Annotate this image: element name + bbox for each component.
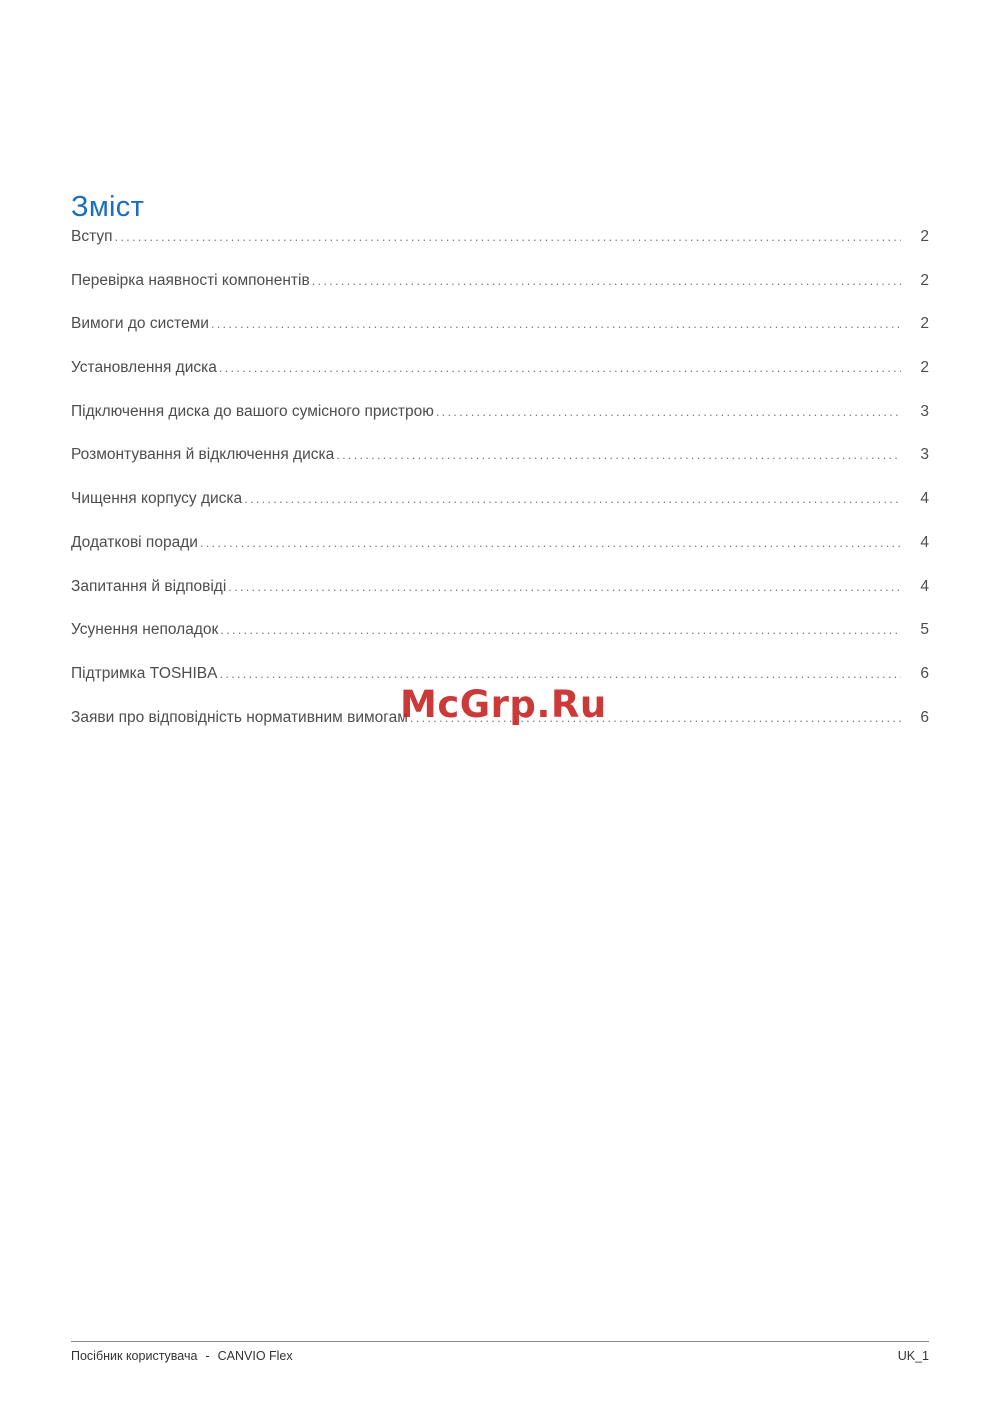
- toc-entry-page-number[interactable]: 3: [920, 402, 929, 420]
- toc-dot-leader: [200, 535, 901, 550]
- toc-dot-leader: [244, 491, 901, 506]
- toc-entry-page-number[interactable]: 2: [920, 271, 929, 289]
- toc-entry[interactable]: [71, 403, 929, 447]
- toc-entry[interactable]: [71, 446, 929, 490]
- toc-entry[interactable]: [71, 665, 929, 709]
- toc-entry[interactable]: [71, 359, 929, 403]
- toc-dot-leader: [219, 360, 901, 375]
- page-title: Зміст: [71, 191, 145, 224]
- toc-dot-leader: [220, 622, 901, 637]
- footer-document-info: [71, 1349, 293, 1363]
- footer-manual-title: Посібник користувача: [71, 1349, 198, 1363]
- toc-dot-leader: [219, 666, 901, 681]
- table-of-contents: [71, 228, 929, 752]
- footer-product-name: CANVIO Flex: [217, 1349, 293, 1363]
- toc-dot-leader: [410, 710, 901, 725]
- toc-dot-leader: [312, 273, 901, 288]
- toc-entry-label[interactable]: Установлення диска: [71, 359, 217, 377]
- toc-entry-page-number[interactable]: 2: [920, 315, 929, 333]
- footer-page-code: UK_1: [897, 1349, 929, 1363]
- toc-dot-leader: [436, 404, 901, 419]
- toc-dot-leader: [228, 579, 901, 594]
- toc-entry[interactable]: [71, 272, 929, 316]
- footer-divider: [71, 1341, 929, 1342]
- toc-entry-page-number[interactable]: 6: [920, 708, 929, 726]
- toc-entry-page-number[interactable]: 4: [920, 490, 929, 508]
- toc-entry-label[interactable]: Підключення диска до вашого сумісного пристрою: [71, 402, 434, 420]
- toc-entry[interactable]: [71, 578, 929, 622]
- toc-entry-label[interactable]: Усунення неполадок: [71, 621, 219, 639]
- toc-entry-label[interactable]: Заяви про відповідність нормативним вимогам: [71, 708, 408, 726]
- footer-separator: -: [205, 1349, 210, 1363]
- toc-entry[interactable]: [71, 228, 929, 272]
- toc-entry-label[interactable]: Додаткові поради: [71, 533, 198, 551]
- toc-entry[interactable]: [71, 621, 929, 665]
- toc-entry-label[interactable]: Чищення корпусу диска: [71, 490, 243, 508]
- toc-entry-page-number[interactable]: 2: [920, 228, 929, 245]
- toc-dot-leader: [211, 316, 901, 331]
- toc-entry-page-number[interactable]: 6: [920, 664, 929, 682]
- toc-entry[interactable]: [71, 534, 929, 578]
- toc-entry-label[interactable]: Запитання й відповіді: [71, 577, 227, 595]
- toc-entry-page-number[interactable]: 4: [920, 533, 929, 551]
- toc-entry-page-number[interactable]: 4: [920, 577, 929, 595]
- toc-dot-leader: [336, 447, 901, 462]
- toc-entry-label[interactable]: Вимоги до системи: [71, 315, 209, 333]
- toc-entry[interactable]: [71, 490, 929, 534]
- watermark-logo: McGrp.Ru: [400, 683, 607, 726]
- toc-entry[interactable]: [71, 315, 929, 359]
- toc-entry-label[interactable]: Підтримка TOSHIBA: [71, 664, 218, 682]
- toc-dot-leader: [115, 229, 901, 244]
- toc-entry-label[interactable]: Перевірка наявності компонентів: [71, 271, 310, 289]
- toc-entry-page-number[interactable]: 3: [920, 446, 929, 464]
- toc-entry-label[interactable]: Розмонтування й відключення диска: [71, 446, 335, 464]
- toc-entry-page-number[interactable]: 5: [920, 621, 929, 639]
- toc-entry-page-number[interactable]: 2: [920, 359, 929, 377]
- toc-entry[interactable]: [71, 709, 929, 753]
- toc-entry-label[interactable]: Вступ: [71, 228, 113, 245]
